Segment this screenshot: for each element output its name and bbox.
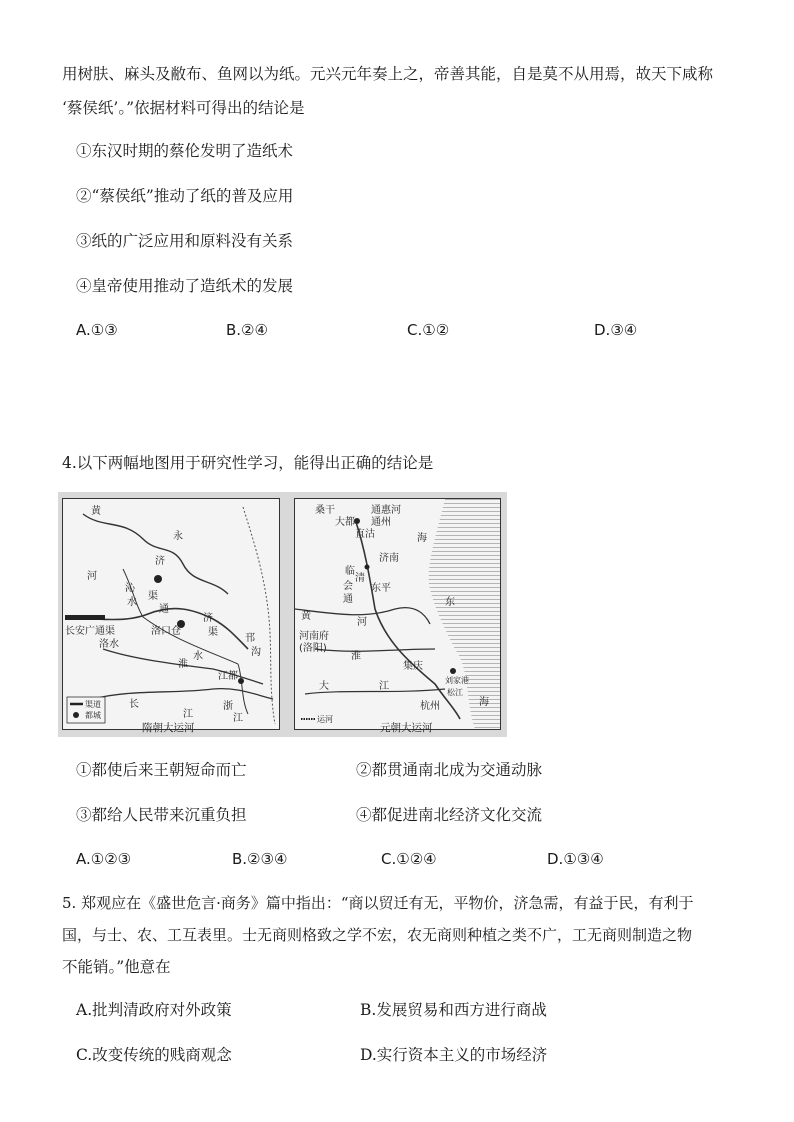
q3-item-4: ④皇帝使用推动了造纸术的发展	[76, 277, 294, 295]
yuan-label-lin: 临	[345, 566, 355, 577]
sui-label-jiang: 江	[183, 709, 193, 720]
q4-stem: 4.以下两幅地图用于研究性学习，能得出正确的结论是	[62, 454, 434, 472]
q4-item-4: ④都促进南北经济文化交流	[356, 806, 543, 824]
yuan-legend-yunhe: 运河	[317, 715, 333, 724]
q4-option-d[interactable]: D.①③④	[547, 850, 604, 868]
q5-stem-line-1: 5. 郑观应在《盛世危言·商务》篇中指出：“商以贸迁有无，平物价，济急需，有益于民，有利于	[62, 894, 694, 912]
yuan-label-zhigu: 直沽	[355, 529, 375, 540]
yuan-label-sanggan: 桑干	[315, 505, 335, 516]
sui-label-luoshui: 洛水	[99, 639, 119, 650]
q3-option-c[interactable]: C.①②	[407, 321, 450, 339]
q4-item-2: ②都贯通南北成为交通动脉	[356, 761, 543, 779]
yuan-label-henanfu: 河南府	[299, 631, 329, 642]
q5-stem-line-3: 不能销。”他意在	[62, 958, 171, 976]
yuan-label-liujiagang: 刘家港	[445, 676, 469, 685]
q3-item-3: ③纸的广泛应用和原料没有关系	[76, 232, 294, 250]
yuan-label-qing: 清	[355, 573, 365, 584]
yuan-canal-map	[294, 498, 501, 730]
q3-option-d[interactable]: D.③④	[594, 321, 638, 339]
yuan-label-songjiang: 松江	[447, 688, 463, 697]
sui-label-zhe: 浙	[223, 701, 233, 712]
yuan-label-hai: 海	[417, 533, 427, 544]
sui-label-chang: 长	[129, 699, 139, 710]
sui-label-ji: 济	[155, 556, 165, 567]
yuan-label-tonghuihe: 通惠河	[371, 505, 401, 516]
sui-label-jiang2: 江	[233, 713, 243, 724]
yuan-label-da: 大	[319, 681, 329, 692]
yuan-label-hai2: 海	[479, 697, 489, 708]
sui-label-shui2: 水	[193, 651, 203, 662]
yuan-canal-map-drawing	[295, 499, 500, 729]
yuan-label-huang: 黄	[301, 611, 311, 622]
q3-option-b[interactable]: B.②④	[226, 321, 268, 339]
yuan-label-he: 河	[357, 617, 367, 628]
q3-item-2: ②“蔡侯纸”推动了纸的普及应用	[76, 187, 294, 205]
q4-option-a[interactable]: A.①②③	[76, 850, 132, 868]
sui-label-luokou: 洛口仓	[151, 626, 181, 637]
yuan-label-hui: 会	[343, 581, 353, 592]
sui-label-shui: 水	[127, 597, 137, 608]
sui-map-caption: 隋朝大运河	[142, 722, 195, 734]
q5-option-d[interactable]: D.实行资本主义的市场经济	[360, 1046, 548, 1064]
yuan-label-tong: 通	[343, 594, 353, 605]
q4-item-3: ③都给人民带来沉重负担	[76, 806, 247, 824]
sui-label-han: 邗	[245, 633, 255, 644]
sui-label-jiangdu: 江都	[218, 671, 238, 682]
yuan-label-jiqing: 集庆	[403, 661, 423, 672]
sui-label-huang: 黄	[91, 506, 101, 517]
yuan-label-tongzhou: 通州	[371, 517, 391, 528]
sui-label-qu: 渠	[148, 591, 158, 602]
q4-item-1: ①都使后来王朝短命而亡	[76, 761, 247, 779]
yuan-label-dong: 东	[445, 597, 455, 608]
q3-material-line-1: 用树肤、麻头及敝布、鱼网以为纸。元兴元年奏上之，帝善其能，自是莫不从用焉，故天下咸称	[62, 65, 714, 83]
q5-option-a[interactable]: A.批判清政府对外政策	[76, 1001, 232, 1019]
sui-canal-map	[62, 498, 280, 730]
q5-option-b[interactable]: B.发展贸易和西方进行商战	[360, 1001, 547, 1019]
q4-maps-figure	[58, 492, 507, 737]
sui-label-ji2: 济	[203, 613, 213, 624]
sui-legend-ducheng: 都城	[85, 711, 101, 720]
q5-option-c[interactable]: C.改变传统的贱商观念	[76, 1046, 232, 1064]
sui-label-gou: 沟	[251, 647, 261, 658]
q4-option-c[interactable]: C.①②④	[381, 850, 437, 868]
yuan-label-dadu: 大都	[335, 517, 355, 528]
yuan-label-hangzhou: 杭州	[420, 701, 440, 712]
sui-legend-qudao: 渠道	[85, 700, 101, 709]
q3-item-1: ①东汉时期的蔡伦发明了造纸术	[76, 142, 294, 160]
yuan-label-huai: 淮	[351, 651, 361, 662]
q5-stem-line-2: 国，与士、农、工互表里。士无商则格致之学不宏，农无商则种植之类不广，工无商则制造之物	[62, 926, 693, 944]
sui-label-qu2: 渠	[208, 627, 218, 638]
sui-label-yong: 永	[173, 531, 183, 542]
sui-label-qin: 沁	[125, 583, 135, 594]
sui-canal-map-drawing	[63, 499, 279, 729]
sui-label-guangtong: 广通渠	[85, 626, 115, 637]
yuan-label-luoyang: (洛阳)	[299, 643, 327, 654]
sui-label-tong: 通	[159, 604, 169, 615]
q3-material-line-2: ‘蔡侯纸’。”依据材料可得出的结论是	[62, 99, 305, 117]
sui-label-he: 河	[87, 571, 97, 582]
sui-label-huai: 淮	[178, 659, 188, 670]
sui-label-changan: 长安	[65, 626, 85, 637]
yuan-label-jiang: 江	[379, 681, 389, 692]
q4-option-b[interactable]: B.②③④	[232, 850, 288, 868]
yuan-label-dongping: 东平	[371, 583, 391, 594]
yuan-label-jinan: 济南	[379, 553, 399, 564]
q3-option-a[interactable]: A.①③	[76, 321, 118, 339]
yuan-map-caption: 元朝大运河	[380, 722, 433, 734]
